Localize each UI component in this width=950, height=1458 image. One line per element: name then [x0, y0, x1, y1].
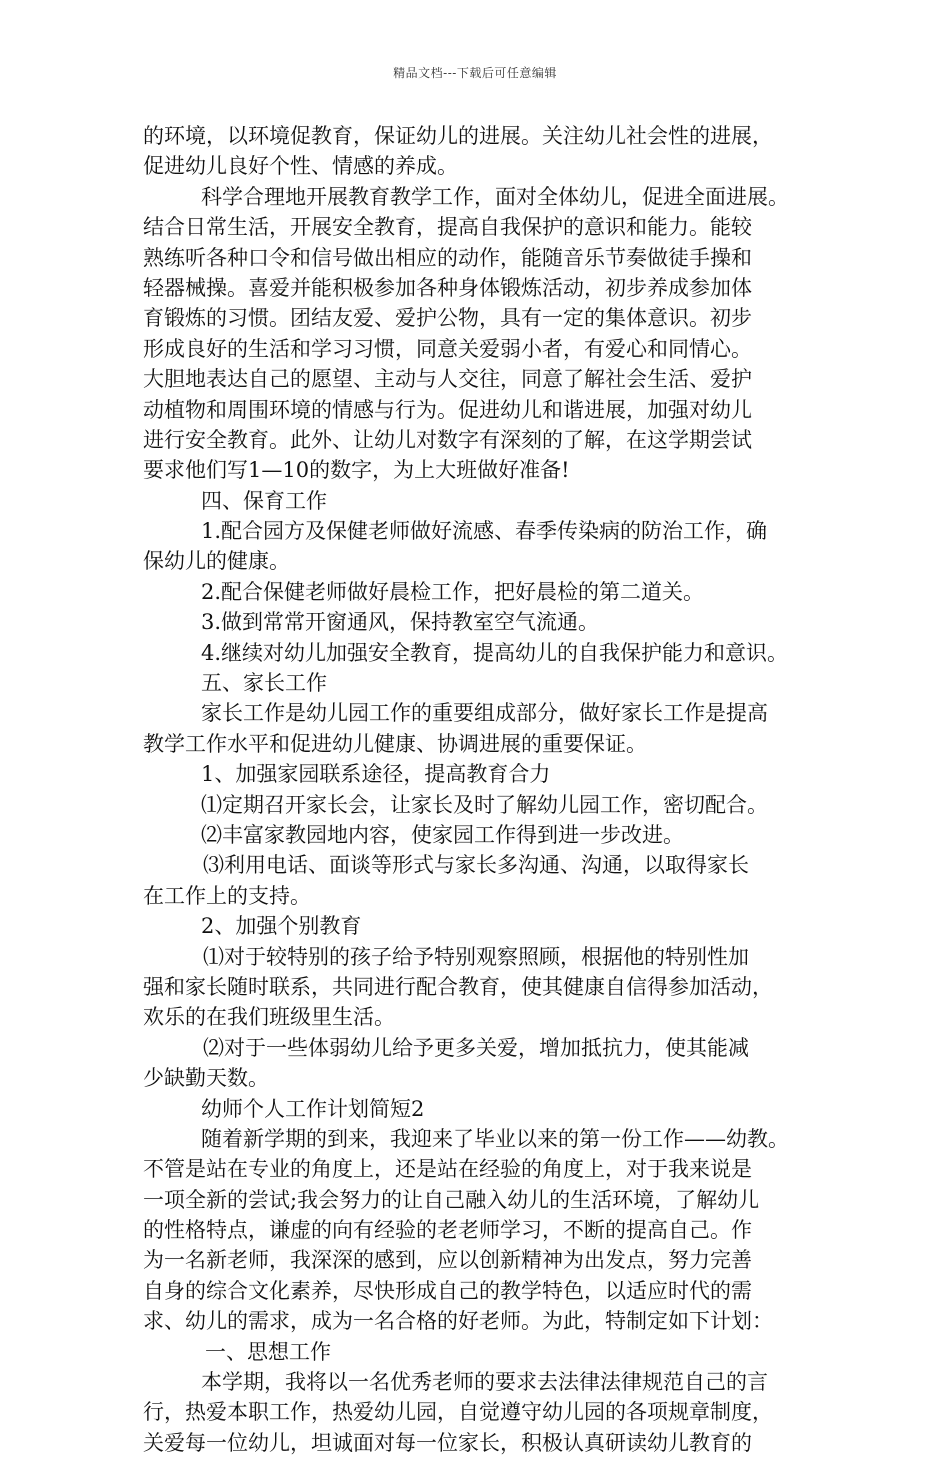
paragraph-line: 家长工作是幼儿园工作的重要组成部分，做好家长工作是提高	[201, 701, 768, 726]
paragraph-line: 4.继续对幼儿加强安全教育，提高幼儿的自我保护能力和意识。	[201, 640, 789, 665]
paragraph-line: ⑵丰富家教园地内容，使家园工作得到进一步改进。	[201, 822, 684, 847]
page-header: 精品文档---下载后可任意编辑	[393, 66, 557, 80]
paragraph-line: 形成良好的生活和学习习惯，同意关爱弱小者，有爱心和同情心。	[143, 336, 752, 361]
paragraph-line: 一、思想工作	[205, 1339, 331, 1364]
paragraph-line: 1、加强家园联系途径，提高教育合力	[201, 762, 551, 787]
paragraph-line: 不管是站在专业的角度上，还是站在经验的角度上，对于我来说是	[143, 1157, 752, 1182]
paragraph-line: 为一名新老师，我深深的感到，应以创新精神为出发点，努力完善	[143, 1248, 752, 1273]
paragraph-line: 自身的综合文化素养，尽快形成自己的教学特色，以适应时代的需	[143, 1278, 752, 1303]
paragraph-line: 在工作上的支持。	[143, 883, 311, 908]
paragraph-line: 保幼儿的健康。	[143, 549, 290, 574]
paragraph-line: 1.配合园方及保健老师做好流感、春季传染病的防治工作，确	[201, 519, 768, 544]
paragraph-line: 3.做到常常开窗通风，保持教室空气流通。	[201, 610, 600, 635]
paragraph-line: 随着新学期的到来，我迎来了毕业以来的第一份工作——幼教。	[201, 1126, 789, 1151]
paragraph-line: 2.配合保健老师做好晨检工作，把好晨检的第二道关。	[201, 579, 705, 604]
paragraph-line: 幼师个人工作计划简短2	[201, 1096, 425, 1121]
paragraph-line: 熟练听各种口令和信号做出相应的动作，能随音乐节奏做徒手操和	[143, 245, 752, 270]
paragraph-line: 进行安全教育。此外、让幼儿对数字有深刻的了解，在这学期尝试	[143, 427, 752, 452]
paragraph-line: ⑵对于一些体弱幼儿给予更多关爱，增加抵抗力，使其能减	[203, 1035, 749, 1060]
paragraph-line: ⑴对于较特别的孩子给予特别观察照顾，根据他的特别性加	[203, 944, 749, 969]
paragraph-line: 大胆地表达自己的愿望、主动与人交往，同意了解社会生活、爱护	[143, 367, 752, 392]
paragraph-line: 要求他们写1—10的数字，为上大班做好准备!	[143, 458, 570, 483]
paragraph-line: 2、加强个别教育	[201, 914, 362, 939]
paragraph-line: 求、幼儿的需求，成为一名合格的好老师。为此，特制定如下计划：	[143, 1309, 773, 1334]
paragraph-line: 教学工作水平和促进幼儿健康、协调进展的重要保证。	[143, 731, 647, 756]
paragraph-line: 四、保育工作	[201, 488, 327, 513]
paragraph-line: 欢乐的在我们班级里生活。	[143, 1005, 395, 1030]
paragraph-line: 育锻炼的习惯。团结友爱、爱护公物，具有一定的集体意识。初步	[143, 306, 752, 331]
paragraph-line: 轻器械操。喜爱并能积极参加各种身体锻炼活动，初步养成参加体	[143, 275, 752, 300]
paragraph-line: 行，热爱本职工作，热爱幼儿园，自觉遵守幼儿园的各项规章制度，	[143, 1400, 773, 1425]
paragraph-line: 科学合理地开展教育教学工作，面对全体幼儿，促进全面进展。	[201, 184, 789, 209]
paragraph-line: 结合日常生活，开展安全教育，提高自我保护的意识和能力。能较	[143, 215, 752, 240]
paragraph-line: 少缺勤天数。	[143, 1066, 269, 1091]
paragraph-line: 五、家长工作	[201, 671, 327, 696]
paragraph-line: 动植物和周围环境的情感与行为。促进幼儿和谐进展，加强对幼儿	[143, 397, 752, 422]
paragraph-line: 关爱每一位幼儿，坦诚面对每一位家长，积极认真研读幼儿教育的	[143, 1430, 752, 1455]
paragraph-line: ⑴定期召开家长会，让家长及时了解幼儿园工作，密切配合。	[201, 792, 768, 817]
document-body	[143, 121, 828, 1458]
paragraph-line: 一项全新的尝试;我会努力的让自己融入幼儿的生活环境，了解幼儿	[143, 1187, 760, 1212]
paragraph-line: 本学期，我将以一名优秀老师的要求去法律法律规范自己的言	[201, 1370, 768, 1395]
paragraph-line: 的环境，以环境促教育，保证幼儿的进展。关注幼儿社会性的进展，	[143, 124, 773, 148]
paragraph-line: 的性格特点，谦虚的向有经验的老老师学习，不断的提高自己。作	[143, 1218, 752, 1243]
paragraph-line: ⑶利用电话、面谈等形式与家长多沟通、沟通，以取得家长	[203, 853, 749, 878]
paragraph-line: 促进幼儿良好个性、情感的养成。	[143, 154, 458, 179]
paragraph-line: 强和家长随时联系，共同进行配合教育，使其健康自信得参加活动，	[143, 974, 773, 999]
